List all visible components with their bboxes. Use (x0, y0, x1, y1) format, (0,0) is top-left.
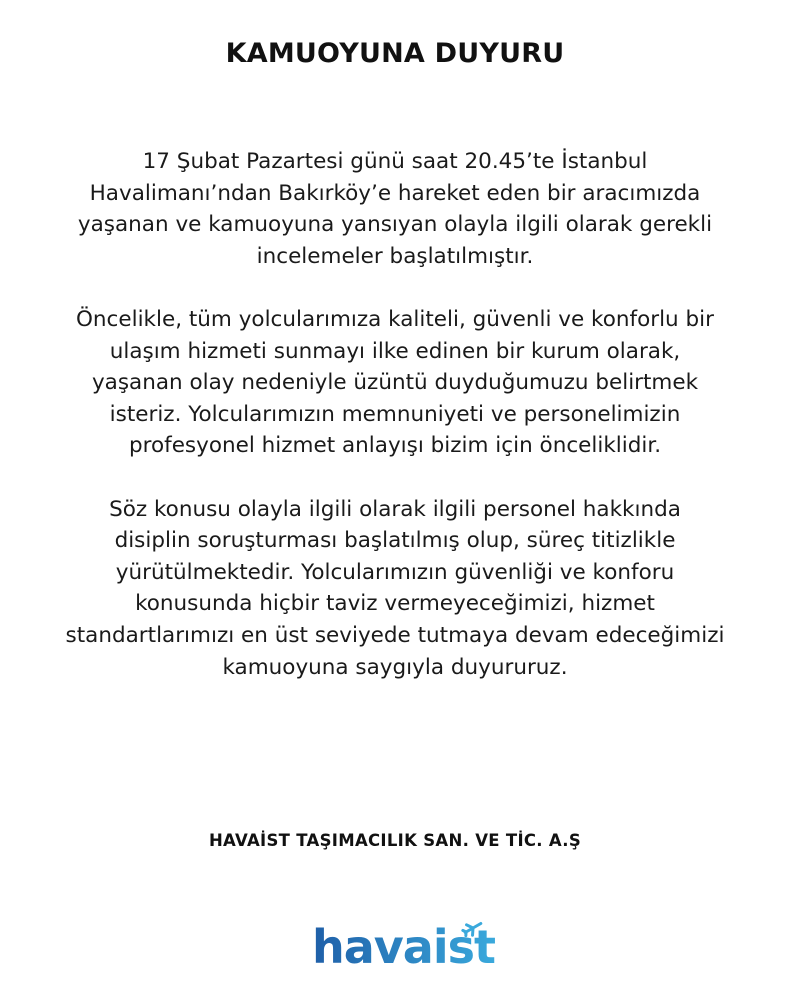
announcement-body (40, 146, 750, 715)
havaist-logo (310, 915, 495, 975)
paragraph-3 (40, 494, 750, 684)
paragraph-line: standartlarımızı en üst seviyede tutmaya devam edeceğimizi (65, 622, 725, 648)
paragraph-line: Söz konusu olayla ilgili olarak ilgili personel hakkında (109, 496, 681, 522)
company-signature: HAVAİST TAŞIMACILIK SAN. VE TİC. A.Ş (208, 831, 582, 850)
paragraph-line: Öncelikle, tüm yolcularımıza kaliteli, güvenli ve konforlu bir (76, 306, 714, 332)
paragraph-line: disiplin soruşturması başlatılmış olup, süreç titizlikle (114, 528, 676, 554)
paragraph-line: profesyonel hizmet anlayışı bizim için önceliklidir. (128, 433, 662, 459)
paragraph-line: isteriz. Yolcularımızın memnuniyeti ve personelimizin (109, 401, 681, 427)
paragraph-line: ulaşım hizmeti sunmayı ilke edinen bir kurum olarak, (109, 338, 681, 364)
paragraph-line: yaşanan ve kamuoyuna yansıyan olayla ilgili olarak gerekli (77, 212, 713, 238)
paragraph-line: 17 Şubat Pazartesi günü saat 20.45’te İstanbul (142, 149, 648, 174)
paragraph-1 (40, 146, 750, 272)
paragraph-line: Havalimanı’ndan Bakırköy’e hareket eden bir aracımızda (89, 180, 701, 206)
paragraph-2 (40, 304, 750, 462)
paragraph-line: yürütülmektedir. Yolcularımızın güvenliği ve konforu (115, 559, 675, 585)
paragraph-line: yaşanan olay nedeniyle üzüntü duyduğumuzu belirtmek (91, 370, 699, 396)
paragraph-line: konusunda hiçbir taviz vermeyeceğimizi, hizmet (135, 591, 655, 617)
logo-wordmark: havaist (312, 920, 495, 974)
paragraph-line: incelemeler başlatılmıştır. (256, 243, 534, 269)
paragraph-line: kamuoyuna saygıyla duyururuz. (222, 654, 568, 680)
announcement-title: KAMUOYUNA DUYURU (225, 38, 565, 69)
